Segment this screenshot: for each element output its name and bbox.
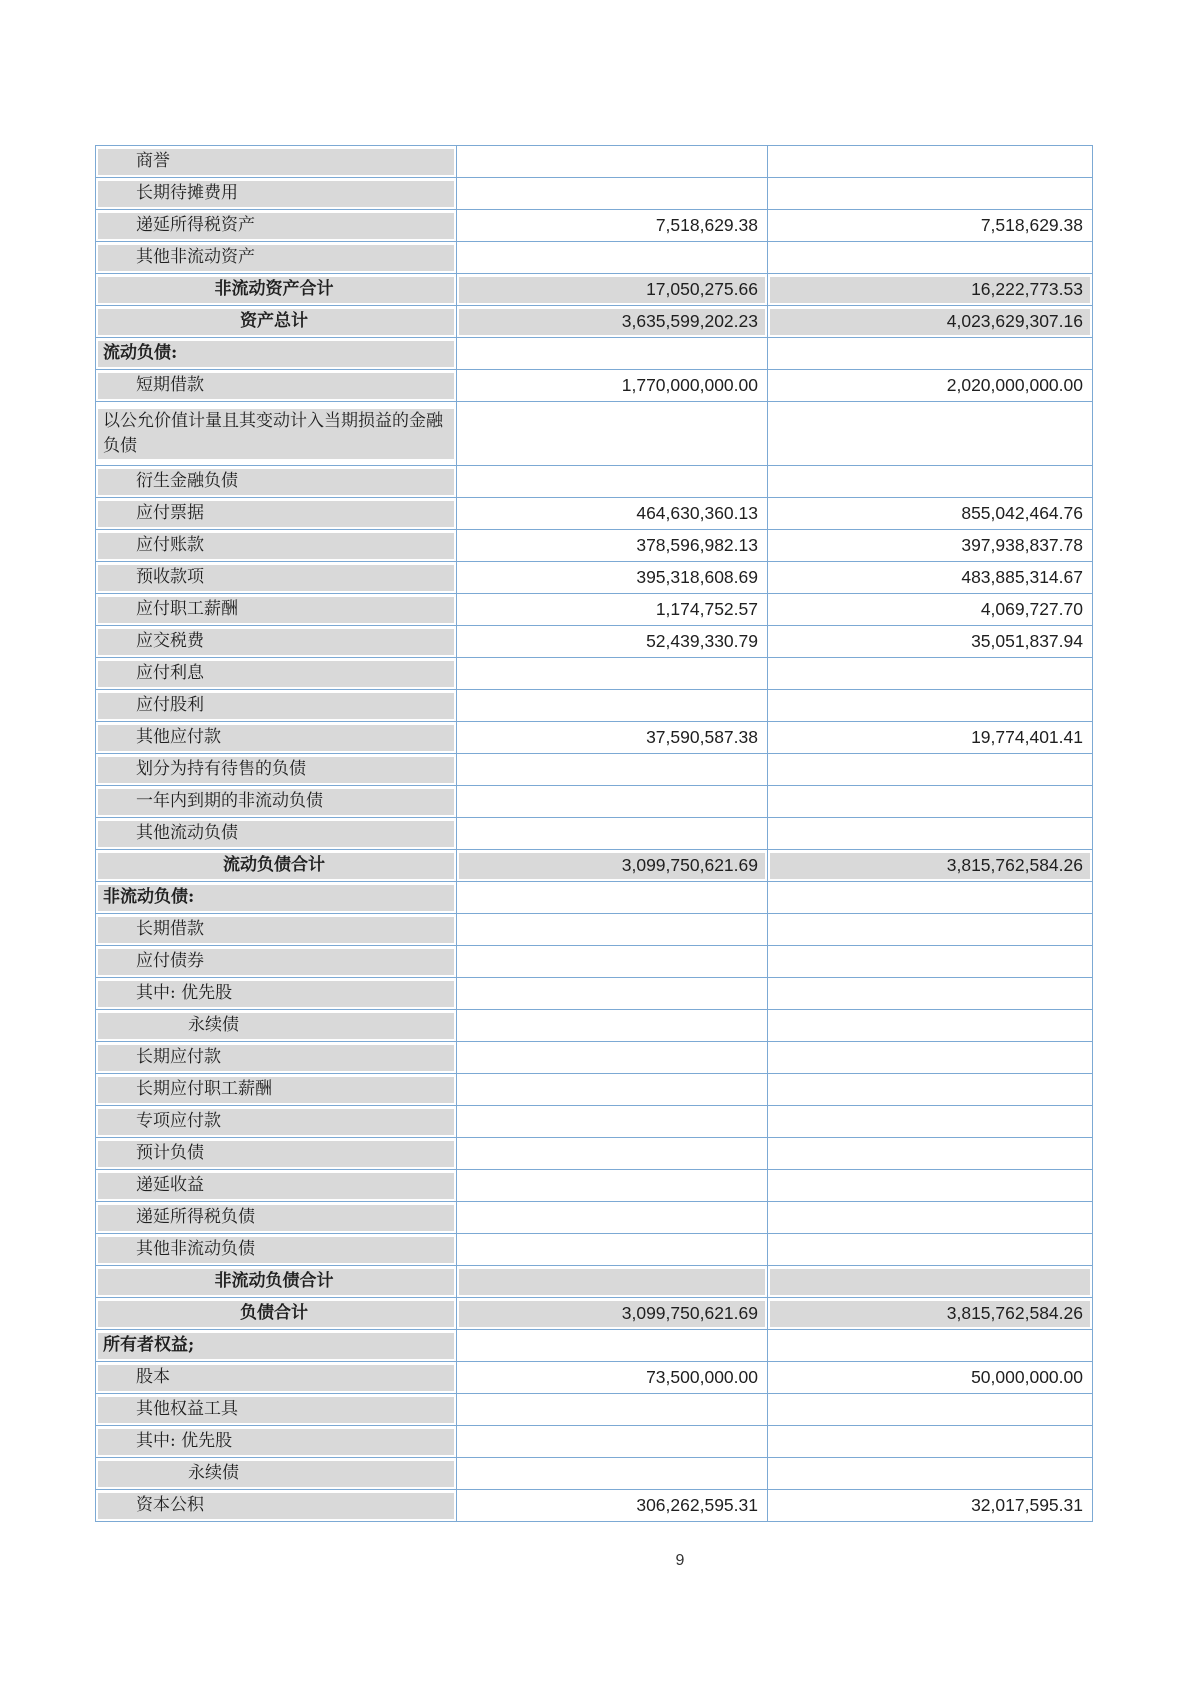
table-row: [96, 786, 1093, 818]
row-value-current-period: 1,770,000,000.00: [621, 375, 758, 395]
row-value-current-period: [459, 1205, 765, 1231]
table-row: [96, 1074, 1093, 1106]
table-row: [96, 306, 1093, 338]
table-row: [96, 370, 1093, 402]
row-value-prior-period: [770, 1109, 1090, 1135]
row-value-prior-period: [770, 917, 1090, 943]
table-row: [96, 1138, 1093, 1170]
row-value-prior-period: [770, 789, 1090, 815]
page-number: 9: [675, 1552, 685, 1569]
row-value-prior-period: 32,017,595.31: [971, 1495, 1083, 1515]
row-label: 应付票据: [98, 501, 454, 527]
row-label: 其他流动负债: [98, 821, 454, 847]
row-value-current-period: [459, 1269, 765, 1295]
row-label: 流动负债合计: [98, 853, 454, 879]
row-value-prior-period: [770, 245, 1090, 271]
row-value-current-period: 7,518,629.38: [655, 215, 758, 235]
row-label: 递延所得税资产: [98, 213, 454, 239]
row-label: 划分为持有待售的负债: [98, 757, 454, 783]
table-row: [96, 1042, 1093, 1074]
table-row: [96, 946, 1093, 978]
table-row: [96, 658, 1093, 690]
row-value-prior-period: [770, 1461, 1090, 1487]
row-label: 应付债券: [98, 949, 454, 975]
table-row: [96, 146, 1093, 178]
row-value-prior-period: [770, 1141, 1090, 1167]
table-row: [96, 850, 1093, 882]
row-value-prior-period: 16,222,773.53: [770, 277, 1090, 303]
row-value-prior-period: [770, 1269, 1090, 1295]
row-value-prior-period: 3,815,762,584.26: [770, 1301, 1090, 1327]
row-value-prior-period: [770, 821, 1090, 847]
row-value-prior-period: 4,023,629,307.16: [770, 309, 1090, 335]
row-label: 以公允价值计量且其变动计入当期损益的金融负债: [98, 409, 454, 459]
table-row: [96, 1234, 1093, 1266]
row-value-prior-period: [770, 1333, 1090, 1359]
row-value-current-period: 395,318,608.69: [636, 567, 758, 587]
row-value-prior-period: [770, 469, 1090, 495]
table-row: [96, 882, 1093, 914]
row-value-current-period: [459, 1429, 765, 1455]
row-label: 预计负债: [98, 1141, 454, 1167]
row-value-current-period: [459, 693, 765, 719]
table-row: [96, 402, 1093, 466]
table-row: [96, 1362, 1093, 1394]
table-row: [96, 562, 1093, 594]
row-label: 其中: 优先股: [98, 981, 454, 1007]
row-label: 应交税费: [98, 629, 454, 655]
row-label: 商誉: [98, 149, 454, 175]
row-label: 长期应付款: [98, 1045, 454, 1071]
row-value-prior-period: [770, 421, 1090, 447]
row-value-current-period: 3,099,750,621.69: [459, 1301, 765, 1327]
row-value-current-period: [459, 149, 765, 175]
row-value-prior-period: 483,885,314.67: [961, 567, 1083, 587]
row-label: 长期借款: [98, 917, 454, 943]
row-value-current-period: [459, 949, 765, 975]
row-value-current-period: [459, 821, 765, 847]
row-value-current-period: 73,500,000.00: [646, 1367, 758, 1387]
table-row: [96, 1330, 1093, 1362]
table-row: [96, 914, 1093, 946]
row-value-current-period: [459, 789, 765, 815]
table-row: [96, 1458, 1093, 1490]
row-value-prior-period: [770, 1237, 1090, 1263]
row-label: 一年内到期的非流动负债: [98, 789, 454, 815]
table-row: [96, 754, 1093, 786]
table-row: [96, 1394, 1093, 1426]
table-row: [96, 1490, 1093, 1522]
row-value-current-period: [459, 1077, 765, 1103]
row-label: 其他权益工具: [98, 1397, 454, 1423]
table-row: [96, 722, 1093, 754]
balance-sheet-table: [95, 145, 1093, 1522]
row-value-current-period: 378,596,982.13: [636, 535, 758, 555]
row-value-current-period: [459, 981, 765, 1007]
table-row: [96, 274, 1093, 306]
row-label: 资产总计: [98, 309, 454, 335]
row-value-current-period: 37,590,587.38: [646, 727, 758, 747]
row-value-current-period: [459, 917, 765, 943]
row-label: 衍生金融负债: [98, 469, 454, 495]
row-label: 永续债: [98, 1013, 454, 1039]
row-label: 短期借款: [98, 373, 454, 399]
row-label: 非流动负债合计: [98, 1269, 454, 1295]
row-value-prior-period: [770, 1045, 1090, 1071]
row-label: 股本: [98, 1365, 454, 1391]
row-label: 其中: 优先股: [98, 1429, 454, 1455]
row-label: 资本公积: [98, 1493, 454, 1519]
table-row: [96, 1010, 1093, 1042]
table-row: [96, 1106, 1093, 1138]
row-value-current-period: [459, 1013, 765, 1039]
row-value-prior-period: 50,000,000.00: [971, 1367, 1083, 1387]
row-label: 应付股利: [98, 693, 454, 719]
row-value-current-period: [459, 1461, 765, 1487]
row-label: 其他非流动资产: [98, 245, 454, 271]
row-value-prior-period: 19,774,401.41: [971, 727, 1083, 747]
row-value-current-period: 3,099,750,621.69: [459, 853, 765, 879]
table-row: [96, 498, 1093, 530]
row-value-prior-period: 35,051,837.94: [971, 631, 1083, 651]
row-value-current-period: [459, 1333, 765, 1359]
table-row: [96, 1266, 1093, 1298]
row-label: 递延收益: [98, 1173, 454, 1199]
row-value-current-period: 306,262,595.31: [636, 1495, 758, 1515]
table-row: [96, 242, 1093, 274]
row-label: 预收款项: [98, 565, 454, 591]
row-label: 专项应付款: [98, 1109, 454, 1135]
row-label: 永续债: [98, 1461, 454, 1487]
table-row: [96, 1426, 1093, 1458]
row-value-prior-period: [770, 1013, 1090, 1039]
row-value-current-period: [459, 1397, 765, 1423]
table-row: [96, 466, 1093, 498]
table-row: [96, 626, 1093, 658]
table-row: [96, 1170, 1093, 1202]
table-row: [96, 338, 1093, 370]
row-value-prior-period: [770, 1397, 1090, 1423]
row-value-current-period: 464,630,360.13: [636, 503, 758, 523]
row-label: 递延所得税负债: [98, 1205, 454, 1231]
row-label: 非流动资产合计: [98, 277, 454, 303]
row-value-current-period: [459, 245, 765, 271]
table-row: [96, 690, 1093, 722]
row-value-current-period: [459, 1141, 765, 1167]
row-value-current-period: 1,174,752.57: [655, 599, 758, 619]
row-label: 长期应付职工薪酬: [98, 1077, 454, 1103]
row-value-current-period: [459, 1109, 765, 1135]
row-value-current-period: 3,635,599,202.23: [459, 309, 765, 335]
row-label: 应付账款: [98, 533, 454, 559]
table-row: [96, 210, 1093, 242]
row-label: 负债合计: [98, 1301, 454, 1327]
row-value-current-period: [459, 1045, 765, 1071]
row-value-current-period: 17,050,275.66: [459, 277, 765, 303]
row-value-prior-period: 3,815,762,584.26: [770, 853, 1090, 879]
row-value-prior-period: 397,938,837.78: [961, 535, 1083, 555]
table-row: [96, 530, 1093, 562]
table-row: [96, 818, 1093, 850]
row-value-current-period: 52,439,330.79: [646, 631, 758, 651]
row-label: 非流动负债:: [98, 885, 454, 911]
table-row: [96, 178, 1093, 210]
row-label: 其他非流动负债: [98, 1237, 454, 1263]
row-value-current-period: [459, 469, 765, 495]
row-value-current-period: [459, 661, 765, 687]
row-label: 所有者权益;: [98, 1333, 454, 1359]
table-row: [96, 1298, 1093, 1330]
row-value-prior-period: 2,020,000,000.00: [946, 375, 1083, 395]
row-value-current-period: [459, 885, 765, 911]
table-row: [96, 1202, 1093, 1234]
row-value-prior-period: [770, 1077, 1090, 1103]
row-value-prior-period: [770, 981, 1090, 1007]
row-value-prior-period: 855,042,464.76: [961, 503, 1083, 523]
row-value-prior-period: [770, 693, 1090, 719]
table-row: [96, 594, 1093, 626]
row-value-prior-period: 4,069,727.70: [980, 599, 1083, 619]
row-value-prior-period: [770, 949, 1090, 975]
row-value-current-period: [459, 1173, 765, 1199]
row-label: 应付利息: [98, 661, 454, 687]
row-label: 流动负债:: [98, 341, 454, 367]
row-value-prior-period: 7,518,629.38: [980, 215, 1083, 235]
row-value-prior-period: [770, 341, 1090, 367]
row-value-prior-period: [770, 1173, 1090, 1199]
row-value-prior-period: [770, 757, 1090, 783]
row-value-current-period: [459, 421, 765, 447]
row-value-current-period: [459, 1237, 765, 1263]
row-label: 长期待摊费用: [98, 181, 454, 207]
row-value-prior-period: [770, 149, 1090, 175]
row-label: 其他应付款: [98, 725, 454, 751]
row-value-prior-period: [770, 885, 1090, 911]
table-row: [96, 978, 1093, 1010]
row-value-prior-period: [770, 661, 1090, 687]
row-value-current-period: [459, 341, 765, 367]
row-label: 应付职工薪酬: [98, 597, 454, 623]
row-value-prior-period: [770, 1429, 1090, 1455]
row-value-current-period: [459, 757, 765, 783]
row-value-prior-period: [770, 1205, 1090, 1231]
row-value-current-period: [459, 181, 765, 207]
row-value-prior-period: [770, 181, 1090, 207]
